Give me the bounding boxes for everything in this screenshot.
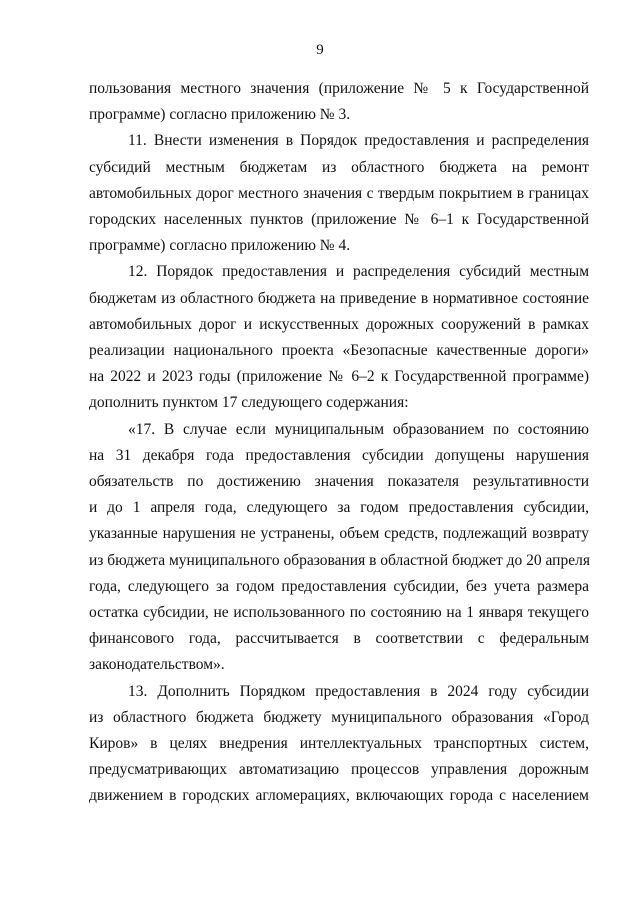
text-line: пользования местного значения (приложение № 5 к Государственной [89, 80, 589, 97]
text-line: «17. В случае если муниципальным образованием по состоянию [128, 420, 589, 438]
text-line: предусматривающих автоматизацию процессов управления дорожным [89, 761, 589, 779]
text-line: 13. Дополнить Порядком предоставления в 2024 году субсидии [128, 682, 589, 700]
text-line: программе) согласно приложению № 3. [89, 106, 351, 124]
text-line: Киров» в целях внедрения интеллектуальных транспортных систем, [89, 735, 589, 753]
text-line: остатка субсидии, не использованного по состоянию на 1 января текущего [89, 604, 589, 622]
paragraph-p-12 [89, 259, 589, 416]
text-line: движением в городских агломерациях, включающих города с населением [89, 787, 589, 805]
text-line: субсидий местным бюджетам из областного бюджета на ремонт [89, 158, 589, 176]
text-line: года, следующего за годом предоставления субсидии, без учета размера [89, 577, 589, 595]
text-line: законодательством». [89, 656, 225, 674]
paragraph-p-13 [89, 679, 589, 810]
text-line: бюджетам из областного бюджета на приведение в нормативное состояние [89, 289, 589, 307]
document-body [89, 76, 589, 810]
paragraph-p-cont [89, 76, 589, 128]
text-line: 11. Внести изменения в Порядок предоставления и распределения [128, 132, 589, 150]
text-line: городских населенных пунктов (приложение № 6–1 к Государственной [89, 211, 589, 229]
page-number: 9 [316, 42, 324, 58]
text-line: из бюджета муниципального образования в областной бюджет до 20 апреля [89, 551, 590, 569]
text-line: автомобильных дорог и искусственных дорожных сооружений в рамках [89, 315, 589, 333]
paragraph-p-11 [89, 128, 589, 259]
text-line: на 31 декабря года предоставления субсидии допущены нарушения [89, 446, 589, 464]
text-line: дополнить пунктом 17 следующего содержания: [89, 394, 409, 412]
text-line: реализации национального проекта «Безопасные качественные дороги» [89, 342, 589, 360]
text-line: указанные нарушения не устранены, объем средств, подлежащий возврату [89, 525, 589, 543]
paragraph-p-17 [89, 417, 589, 679]
text-line: автомобильных дорог местного значения с твердым покрытием в границах [89, 184, 589, 202]
text-line: на 2022 и 2023 годы (приложение № 6–2 к Государственной программе) [89, 368, 589, 386]
text-line: обязательств по достижению значения показателя результативности [89, 473, 589, 491]
text-line: программе) согласно приложению № 4. [89, 237, 351, 255]
text-line: из областного бюджета бюджету муниципального образования «Город [89, 708, 589, 726]
text-line: финансового года, рассчитывается в соответствии с федеральным [89, 630, 589, 648]
text-line: и до 1 апреля года, следующего за годом предоставления субсидии, [89, 499, 589, 517]
text-line: 12. Порядок предоставления и распределения субсидий местным [128, 263, 589, 281]
